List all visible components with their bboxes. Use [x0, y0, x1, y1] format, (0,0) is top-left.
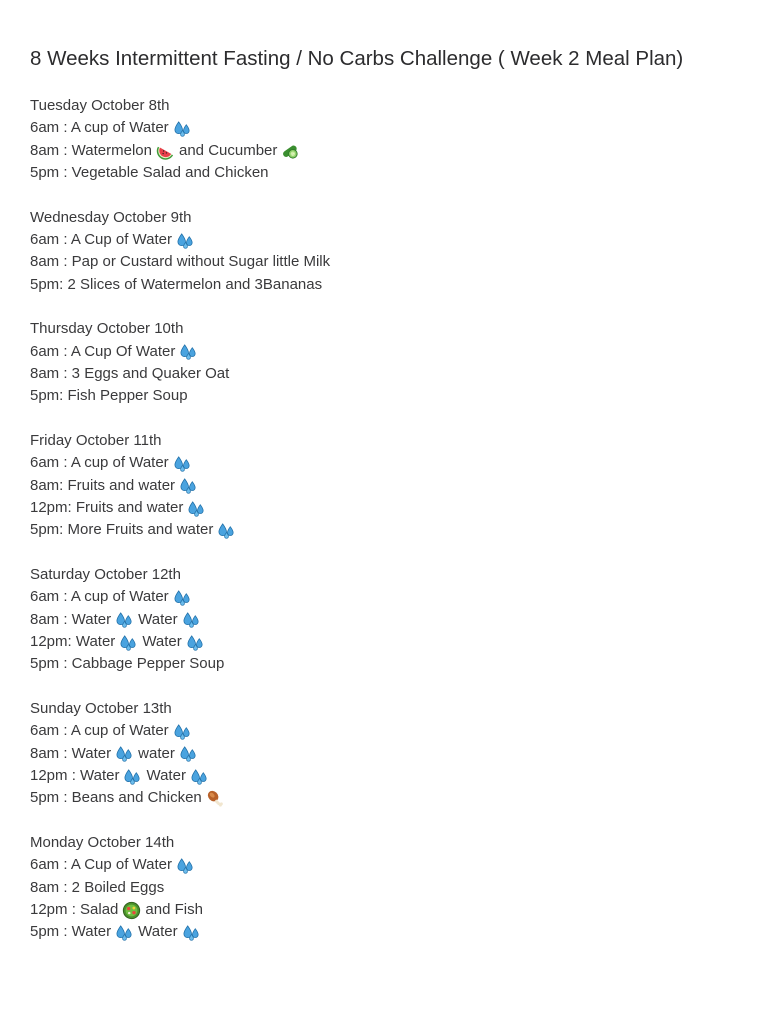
meal-line — [30, 586, 730, 608]
day-block — [30, 95, 730, 184]
meal-line — [30, 341, 730, 363]
meal-text: 5pm: More Fruits and water — [30, 521, 214, 539]
sweat-droplets-icon — [115, 744, 134, 763]
day-block — [30, 564, 730, 675]
meal-text: and Fish — [145, 900, 203, 918]
meal-text: 5pm: 2 Slices of Watermelon and 3Bananas — [30, 275, 323, 293]
sweat-droplets-icon — [190, 767, 209, 786]
meal-text: 12pm : Salad — [30, 900, 119, 918]
day-block — [30, 430, 730, 541]
meal-line — [30, 854, 730, 876]
sweat-droplets-icon — [115, 923, 134, 942]
meal-line — [30, 229, 730, 251]
meal-text: 6am : A cup of Water — [30, 119, 169, 137]
meal-text: Water — [138, 923, 178, 941]
sweat-droplets-icon — [176, 231, 195, 250]
day-heading: Wednesday October 9th — [30, 208, 192, 226]
meal-text: 8am : Watermelon — [30, 141, 152, 159]
meal-line — [30, 251, 730, 273]
sweat-droplets-icon — [176, 856, 195, 875]
meal-line — [30, 609, 730, 631]
day-heading: Saturday October 12th — [30, 566, 181, 584]
poultry-leg-icon — [206, 789, 225, 808]
day-block — [30, 318, 730, 407]
meal-text: 6am : A Cup of Water — [30, 230, 173, 248]
meal-text: Water — [146, 766, 186, 784]
watermelon-icon — [156, 141, 175, 160]
day-heading: Monday October 14th — [30, 834, 175, 852]
meal-line — [30, 497, 730, 519]
meal-text: 5pm : Water — [30, 923, 112, 941]
sweat-droplets-icon — [173, 722, 192, 741]
green-salad-icon — [122, 901, 141, 920]
meal-text: 8am : Pap or Custard without Sugar little Milk — [30, 253, 331, 271]
meal-line — [30, 787, 730, 809]
meal-text: 8am : 3 Eggs and Quaker Oat — [30, 364, 230, 382]
meal-text: 8am: Fruits and water — [30, 476, 176, 494]
sweat-droplets-icon — [182, 610, 201, 629]
meal-text: 8am : Water — [30, 744, 112, 762]
meal-line — [30, 765, 730, 787]
sweat-droplets-icon — [179, 744, 198, 763]
meal-line — [30, 921, 730, 943]
sweat-droplets-icon — [182, 923, 201, 942]
meal-text: Water — [138, 610, 178, 628]
meal-text: Water — [142, 632, 182, 650]
meal-line — [30, 877, 730, 899]
meal-plan-list — [30, 95, 730, 944]
meal-line — [30, 899, 730, 921]
sweat-droplets-icon — [115, 610, 134, 629]
meal-text: 12pm: Water — [30, 632, 116, 650]
meal-text: 5pm: Fish Pepper Soup — [30, 387, 188, 405]
meal-text: 6am : A Cup Of Water — [30, 342, 176, 360]
cucumber-icon — [281, 141, 300, 160]
sweat-droplets-icon — [186, 633, 205, 652]
day-block — [30, 698, 730, 809]
meal-line — [30, 140, 730, 162]
sweat-droplets-icon — [173, 454, 192, 473]
sweat-droplets-icon — [123, 767, 142, 786]
meal-line — [30, 274, 730, 296]
meal-text: 6am : A Cup of Water — [30, 856, 173, 874]
meal-line — [30, 519, 730, 541]
meal-line — [30, 631, 730, 653]
note-title: 8 Weeks Intermittent Fasting / No Carbs Challenge ( Week 2 Meal Plan) — [30, 47, 684, 70]
note-body[interactable] — [30, 46, 730, 966]
meal-text: 6am : A cup of Water — [30, 588, 169, 606]
sweat-droplets-icon — [217, 521, 236, 540]
meal-text: 5pm : Cabbage Pepper Soup — [30, 655, 225, 673]
sweat-droplets-icon — [179, 342, 198, 361]
meal-line — [30, 653, 730, 675]
meal-text: 5pm : Beans and Chicken — [30, 789, 202, 807]
meal-text: water — [138, 744, 175, 762]
meal-text: 8am : 2 Boiled Eggs — [30, 878, 165, 896]
meal-text: and Cucumber — [179, 141, 278, 159]
meal-text: 12pm: Fruits and water — [30, 498, 184, 516]
meal-line — [30, 162, 730, 184]
meal-line — [30, 475, 730, 497]
sweat-droplets-icon — [119, 633, 138, 652]
meal-line — [30, 117, 730, 139]
meal-text: 5pm : Vegetable Salad and Chicken — [30, 163, 269, 181]
meal-line — [30, 452, 730, 474]
day-heading: Thursday October 10th — [30, 320, 184, 338]
meal-line — [30, 363, 730, 385]
sweat-droplets-icon — [173, 119, 192, 138]
sweat-droplets-icon — [187, 499, 206, 518]
day-heading: Tuesday October 8th — [30, 97, 170, 114]
day-block — [30, 832, 730, 943]
day-heading: Friday October 11th — [30, 432, 162, 450]
day-block — [30, 207, 730, 296]
meal-text: 12pm : Water — [30, 766, 120, 784]
meal-line — [30, 385, 730, 407]
meal-line — [30, 743, 730, 765]
meal-text: 6am : A cup of Water — [30, 722, 169, 740]
sweat-droplets-icon — [179, 476, 198, 495]
sweat-droplets-icon — [173, 588, 192, 607]
meal-line — [30, 720, 730, 742]
meal-text: 6am : A cup of Water — [30, 454, 169, 472]
meal-text: 8am : Water — [30, 610, 112, 628]
day-heading: Sunday October 13th — [30, 700, 172, 718]
